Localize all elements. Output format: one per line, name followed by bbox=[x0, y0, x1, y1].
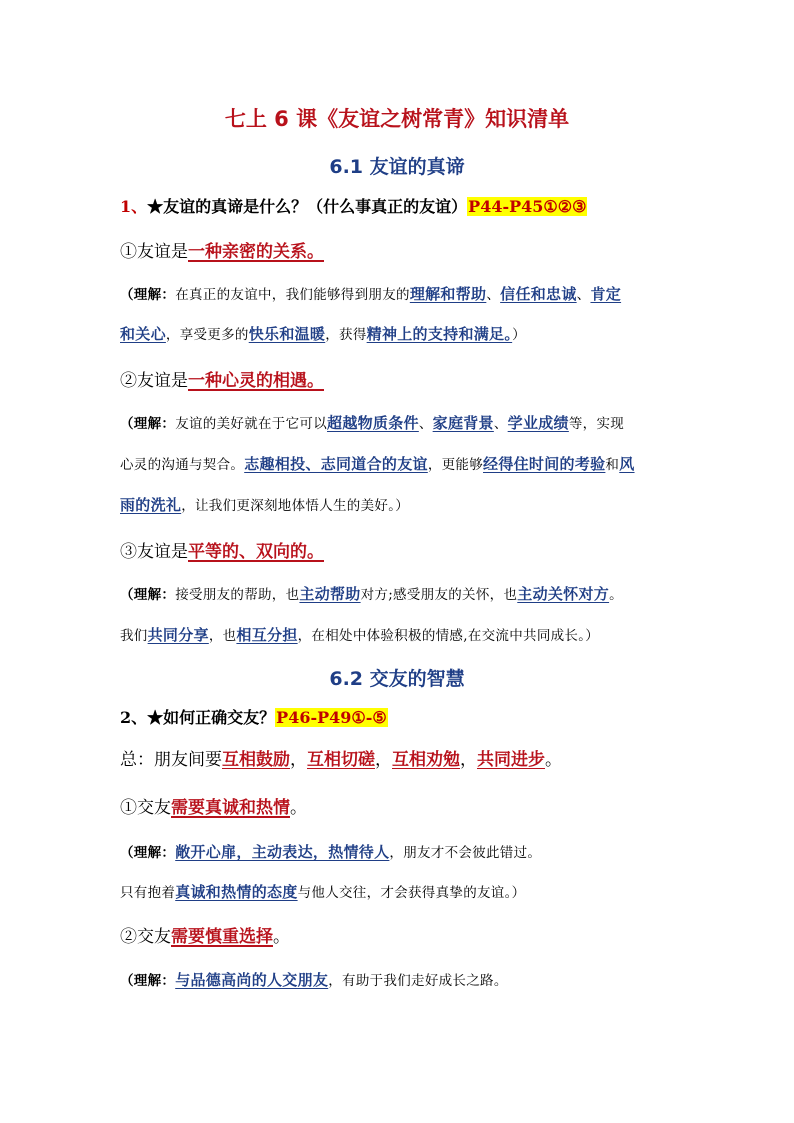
note-key: 真诚和热情的态度 bbox=[175, 883, 298, 901]
page-reference: P44-P45①②③ bbox=[468, 197, 587, 216]
note-1-line-1 bbox=[120, 283, 621, 304]
note-text: ，获得 bbox=[325, 327, 367, 343]
point-3 bbox=[120, 537, 324, 562]
note-key: 主动关怀对方 bbox=[517, 585, 610, 603]
note-text: ，让我们更深刻地体悟人生的美好。） bbox=[181, 498, 410, 514]
point-key: 平等的、双向的。 bbox=[188, 542, 324, 562]
note-text: 只有抱着 bbox=[120, 885, 176, 901]
note-3-line-1 bbox=[120, 583, 623, 604]
note-text: 、 bbox=[418, 416, 433, 432]
summary-text: 。 bbox=[545, 750, 562, 770]
note-text: 与他人交往，才会获得真挚的友谊。） bbox=[297, 885, 526, 901]
point-suffix: 。 bbox=[290, 798, 307, 818]
note-key: 相互分担 bbox=[236, 626, 298, 644]
note-text: 在真正的友谊中，我们能够得到朋友的 bbox=[175, 287, 410, 303]
note-text: ） bbox=[512, 327, 526, 343]
question-number: 2、 bbox=[120, 708, 148, 727]
point-1 bbox=[120, 237, 324, 262]
note-key: 家庭背景 bbox=[432, 414, 494, 432]
section-heading-6-2: 6.2 交友的智慧 bbox=[329, 668, 465, 690]
summary-text: ， bbox=[375, 750, 392, 770]
note-text: ，在相处中体验积极的情感,在交流中共同成长。） bbox=[297, 628, 600, 644]
note-text: 心灵的沟通与契合。 bbox=[120, 457, 245, 473]
note-text: 、 bbox=[486, 287, 501, 303]
note-text: 。 bbox=[609, 587, 623, 603]
note-key: 与品德高尚的人交朋友 bbox=[175, 971, 329, 989]
note-3-line-2 bbox=[120, 624, 599, 645]
note-text: ，也 bbox=[208, 628, 237, 644]
note-4-line-2 bbox=[120, 881, 525, 902]
summary-text: ， bbox=[290, 750, 307, 770]
note-label: （理解： bbox=[120, 587, 176, 603]
note-key: 超越物质条件 bbox=[327, 414, 419, 432]
note-key: 共同分享 bbox=[147, 626, 209, 644]
note-text: ，更能够 bbox=[427, 457, 484, 473]
note-text: 接受朋友的帮助，也 bbox=[175, 587, 300, 603]
question-number: 1、 bbox=[120, 197, 148, 216]
point-key: 一种心灵的相遇。 bbox=[188, 371, 324, 391]
note-text: ，享受更多的 bbox=[165, 327, 249, 343]
note-key: 理解和帮助 bbox=[409, 285, 487, 303]
note-text: 、 bbox=[493, 416, 508, 432]
note-key: 信任和忠诚 bbox=[500, 285, 577, 303]
note-text: 友谊的美好就在于它可以 bbox=[175, 416, 328, 432]
point-prefix: ①友谊是 bbox=[120, 242, 188, 262]
question-text: ★如何正确交友？ bbox=[147, 708, 276, 727]
point-key: 需要真诚和热情 bbox=[171, 798, 290, 818]
question-1 bbox=[120, 194, 587, 217]
point-prefix: ①交友 bbox=[120, 798, 171, 818]
note-key: 精神上的支持和满足。 bbox=[366, 325, 513, 343]
point-prefix: ②交友 bbox=[120, 927, 171, 947]
point-prefix: ③友谊是 bbox=[120, 542, 188, 562]
point-key: 需要慎重选择 bbox=[171, 927, 273, 947]
note-text: 对方;感受朋友的关怀，也 bbox=[360, 587, 518, 603]
note-key: 志趣相投、志同道合的友谊 bbox=[244, 455, 428, 473]
note-5-line-1 bbox=[120, 969, 508, 990]
note-key: 肯定 bbox=[590, 285, 622, 303]
note-label: （理解： bbox=[120, 416, 176, 432]
note-2-line-1 bbox=[120, 412, 624, 433]
note-text: 我们 bbox=[120, 628, 148, 644]
note-text: 等，实现 bbox=[568, 416, 625, 432]
note-key: 快乐和温暖 bbox=[248, 325, 326, 343]
point-suffix: 。 bbox=[273, 927, 290, 947]
summary-key: 互相劝勉 bbox=[392, 750, 460, 770]
summary-text: ， bbox=[460, 750, 477, 770]
point-key: 一种亲密的关系。 bbox=[188, 242, 324, 262]
note-2-line-3 bbox=[120, 494, 409, 515]
note-text: ，朋友才不会彼此错过。 bbox=[389, 845, 542, 861]
note-label: （理解： bbox=[120, 973, 176, 989]
note-key: 经得住时间的考验 bbox=[483, 455, 606, 473]
note-1-line-2 bbox=[120, 323, 526, 344]
note-text: 和 bbox=[605, 457, 620, 473]
note-key: 学业成绩 bbox=[507, 414, 569, 432]
note-key: 雨的洗礼 bbox=[120, 496, 182, 514]
note-key: 敞开心扉，主动表达，热情待人 bbox=[175, 843, 390, 861]
note-label: （理解： bbox=[120, 287, 176, 303]
document-title: 七上 6 课《友谊之树常青》知识清单 bbox=[224, 107, 570, 131]
point-prefix: ②友谊是 bbox=[120, 371, 188, 391]
point-5 bbox=[120, 922, 290, 947]
point-4 bbox=[120, 793, 307, 818]
summary-line bbox=[120, 745, 562, 770]
summary-text: 总：朋友间要 bbox=[120, 750, 222, 770]
section-heading-6-1: 6.1 友谊的真谛 bbox=[329, 156, 465, 178]
page-reference: P46-P49①-⑤ bbox=[276, 708, 387, 727]
question-text: ★友谊的真谛是什么？（什么事真正的友谊） bbox=[147, 197, 468, 216]
summary-key: 互相鼓励 bbox=[222, 750, 290, 770]
note-key: 风 bbox=[619, 455, 635, 473]
note-text: ，有助于我们走好成长之路。 bbox=[328, 973, 508, 989]
note-4-line-1 bbox=[120, 841, 541, 862]
note-text: 、 bbox=[576, 287, 591, 303]
question-2 bbox=[120, 705, 388, 728]
point-2 bbox=[120, 366, 324, 391]
note-2-line-2 bbox=[120, 453, 635, 474]
note-key: 和关心 bbox=[120, 325, 166, 343]
note-label: （理解： bbox=[120, 845, 176, 861]
summary-key: 共同进步 bbox=[477, 750, 545, 770]
summary-key: 互相切磋 bbox=[307, 750, 375, 770]
note-key: 主动帮助 bbox=[299, 585, 361, 603]
